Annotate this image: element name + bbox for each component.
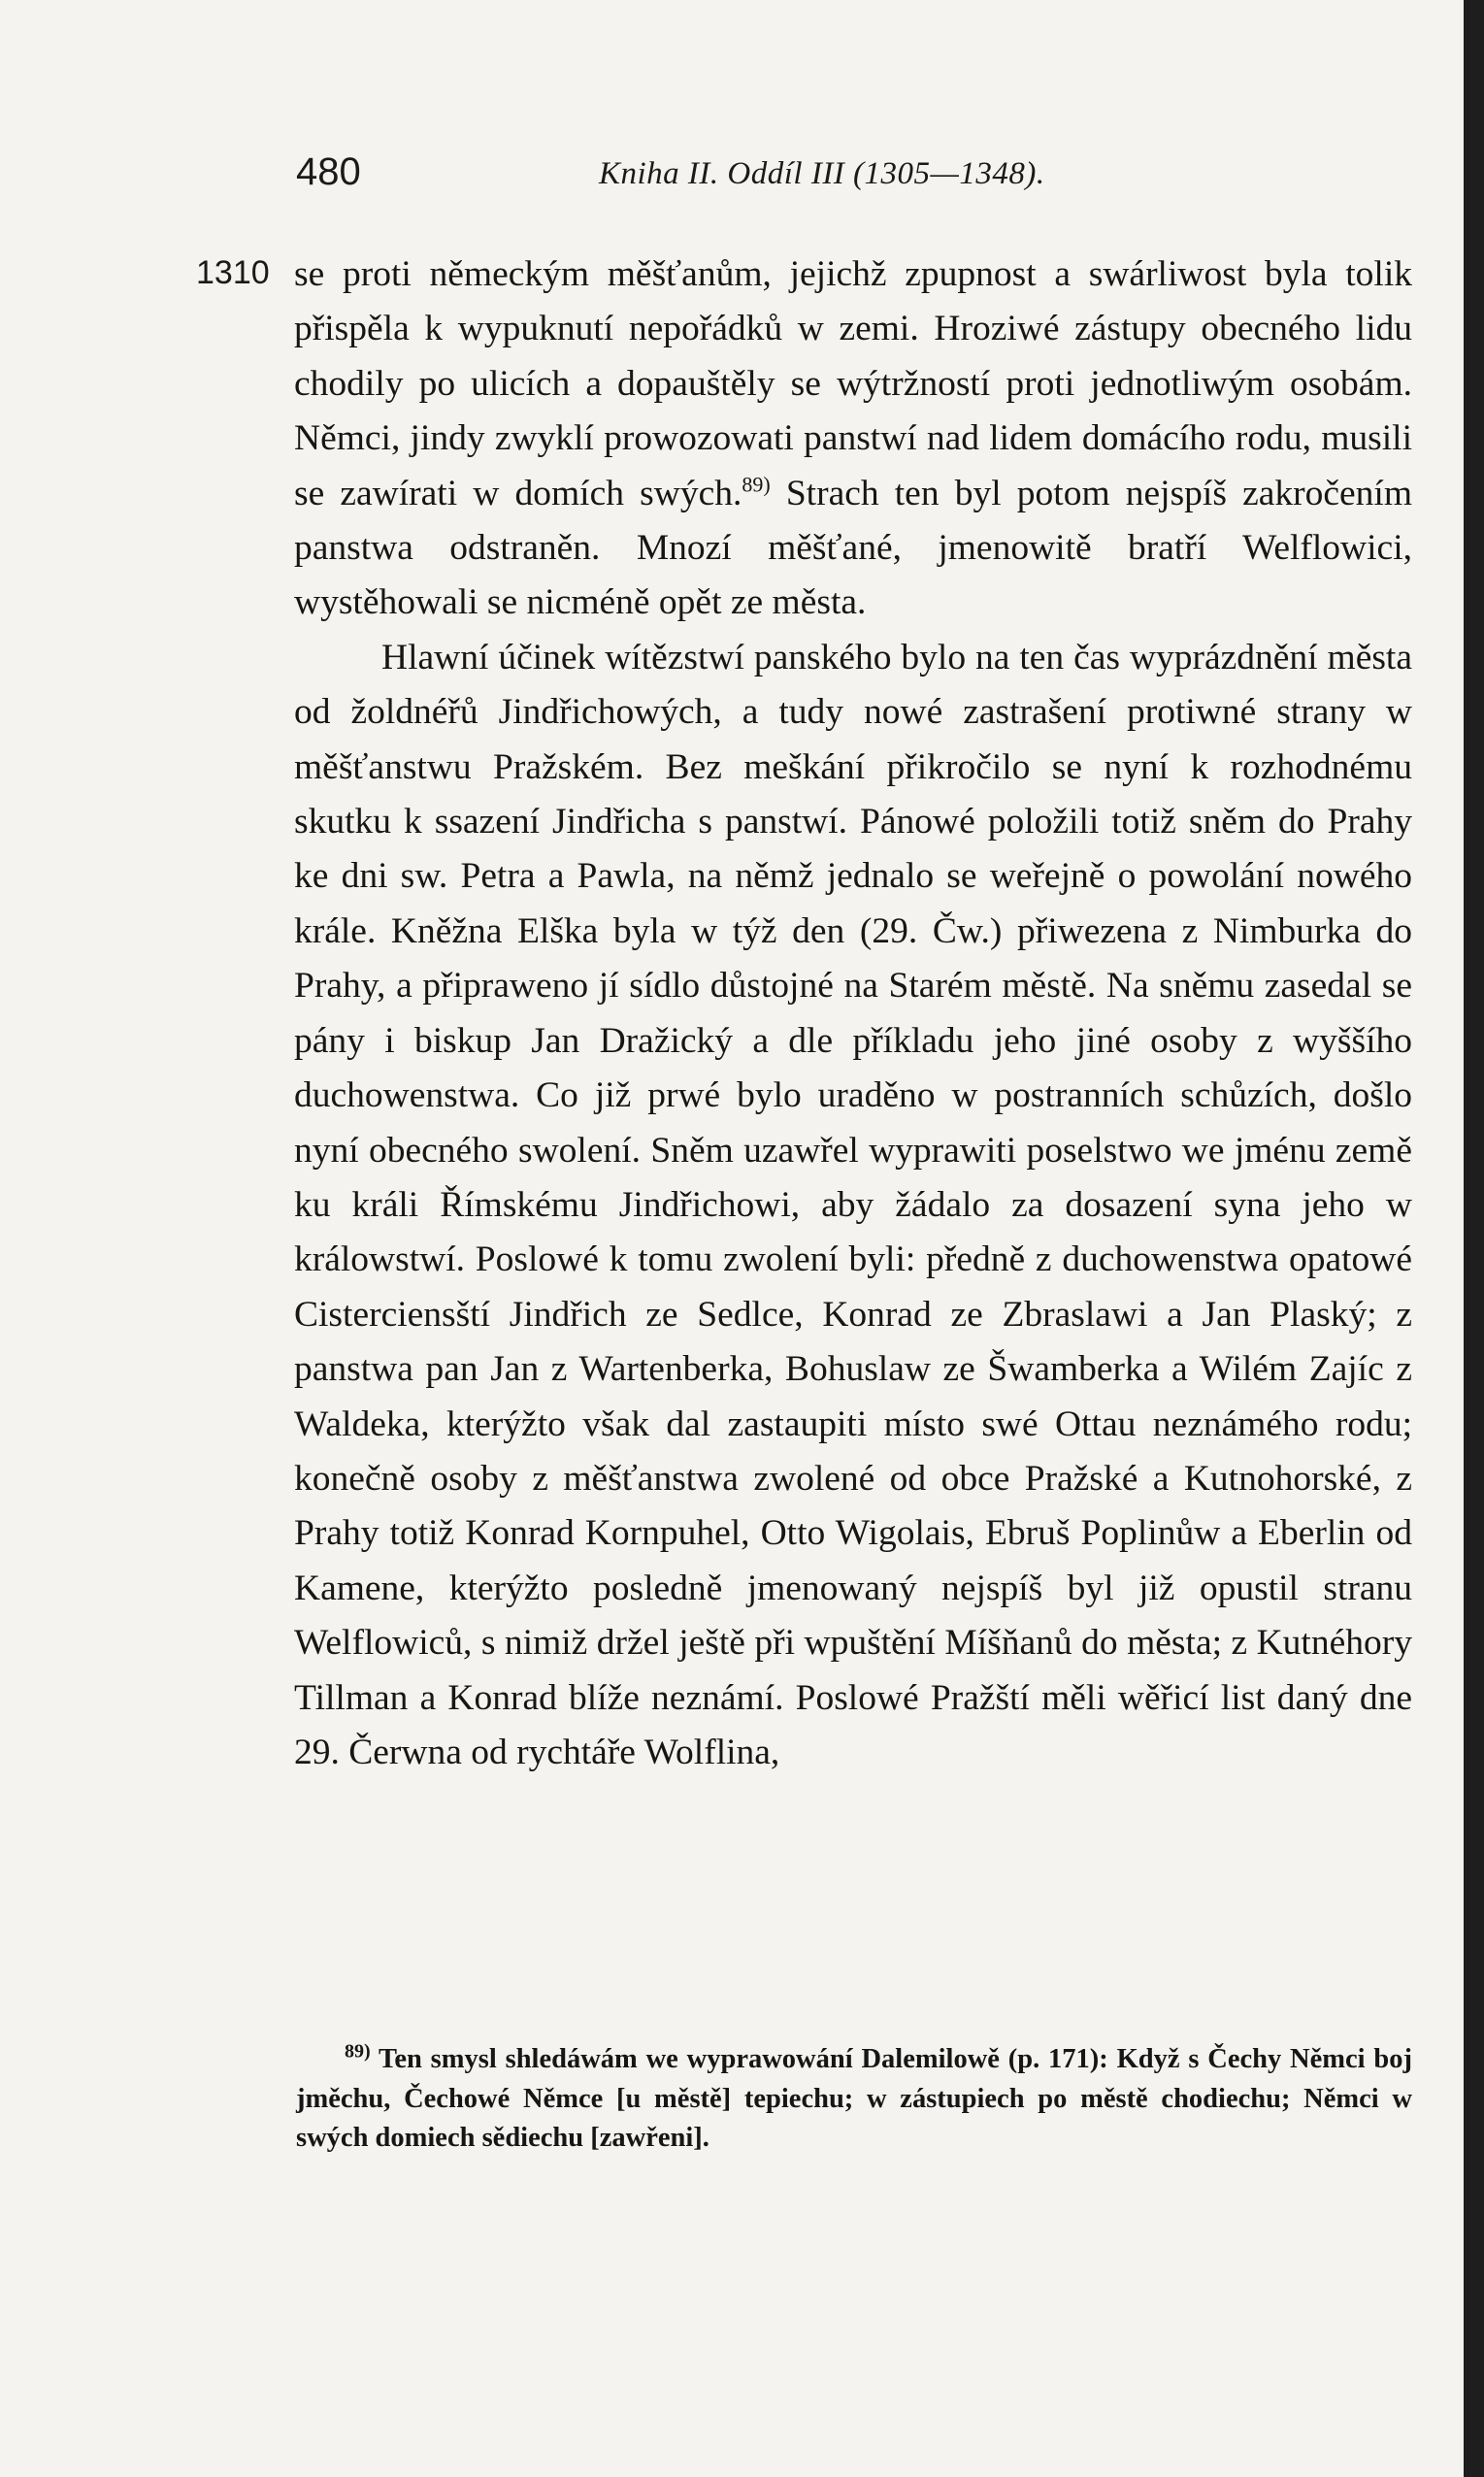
footnote-mark: 89)	[345, 2040, 371, 2063]
paragraph-text: se proti německým měšťanům, jejichž zpupnost a swárliwost byla tolik přispěla k wypuknutí nepořádků w zemi. Hroziwé zástupy obecného lidu chodily po ulicích a dopauštěly se wýtržností proti jednotliwým osobám. Němci, jindy zwyklí prowozowati panstwí nad lidem domácího rodu, musili se zawírati w domích swých.	[294, 254, 1412, 513]
page-number: 480	[296, 150, 361, 193]
running-head: Kniha II. Oddíl III (1305—1348).	[599, 156, 1045, 191]
page-header	[296, 150, 1412, 199]
paragraph: Hlawní účinek wítězstwí panského bylo na ten čas wyprázdnění města od žoldnéřů Jindřichowých, a tudy nowé zastrašení protiwné strany w měšťanstwu Pražském. Bez meškání přikročilo se nyní k rozhodnému skutku k ssazení Jindřicha s panstwí. Pánowé položili totiž sněm do Prahy ke dni sw. Petra a Pawla, na němž jednalo se weřejně o powolání nowého krále. Kněžna Elška byla w týž den (29. Čw.) přiwezena z Nimburka do Prahy, a připraweno jí sídlo důstojné na Starém městě. Na sněmu zasedal se pány i biskup Jan Dražický a dle příkladu jeho jiné osoby z wyššího duchowenstwa. Co již prwé bylo uraděno w postranních schůzích, došlo nyní obecného swolení. Sněm uzawřel wyprawiti poselstwo we jménu země ku králi Římskému Jindřichowi, aby žádalo za dosazení syna jeho w králowstwí. Poslowé k tomu zwolení byli: předně z duchowenstwa opatowé Cisterciensští Jindřich ze Sedlce, Konrad ze Zbraslawi a Jan Plaský; z panstwa pan Jan z Wartenberka, Bohuslaw ze Šwamberka a Wilém Zajíc z Waldeka, kterýžto však dal zastaupiti místo swé Ottau neznámého rodu; konečně osoby z měšťanstwa zwolené od obce Pražské a Kutnohorské, z Prahy totiž Konrad Kornpuhel, Otto Wigolais, Ebruš Poplinůw a Eberlin od Kamene, kterýžto posledně jmenowaný nejspíš byl již opustil stranu Welflowiců, s nimiž držel ještě při wpuštění Míšňanů do města; z Kutnéhory Tillman a Konrad blíže neznámí. Poslowé Pražští měli wěřicí list daný dne 29. Čerwna od rychtáře Wolflina,	[294, 637, 1412, 1772]
footnote-text: Ten smysl shledáwám we wyprawowání Dalemilowě (p. 171): Když s Čechy Němci boj jměchu, Čechowé Němce [u městě] tepiechu; w zástupiech po městě chodiechu; Němci w swých domiech sědiechu [zawřeni].	[296, 2044, 1412, 2153]
body-text	[294, 248, 1412, 1780]
margin-year: 1310	[196, 254, 270, 291]
footnote-reference: 89)	[742, 472, 771, 497]
paragraph	[294, 248, 1412, 631]
paragraph-text: Strach ten byl potom nejspíš zakročením panstwa odstraněn. Mnozí měšťané, jmenowitě bratří Welflowici, wystěhowali se nicméně opět ze města.	[294, 473, 1412, 623]
footnote	[296, 2040, 1412, 2159]
scan-edge	[1464, 0, 1484, 2477]
